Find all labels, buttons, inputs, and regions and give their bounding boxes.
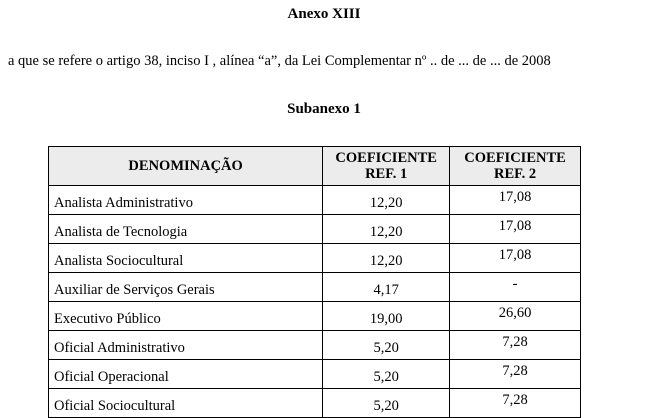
cell-denominacao: Analista de Tecnologia — [49, 215, 323, 244]
table-header-row — [49, 147, 581, 186]
cell-ref1: 5,20 — [323, 360, 450, 389]
table-row — [49, 273, 581, 302]
table-row — [49, 186, 581, 215]
cell-denominacao: Oficial Administrativo — [49, 331, 323, 360]
cell-ref2: 17,08 — [450, 186, 581, 215]
cell-ref1: 5,20 — [323, 331, 450, 360]
cell-ref2: 17,08 — [450, 244, 581, 273]
document-title: Anexo XIII — [287, 6, 361, 22]
header-ref1-line2: REF. 1 — [365, 166, 408, 182]
cell-denominacao: Analista Administrativo — [49, 186, 323, 215]
cell-ref1: 12,20 — [323, 215, 450, 244]
header-ref1-line1: COEFICIENTE — [335, 150, 437, 166]
document-subtitle: a que se refere o artigo 38, inciso I , alínea “a”, da Lei Complementar nº .. de ... de ... de 2008 — [8, 53, 551, 69]
table-row — [49, 331, 581, 360]
cell-ref1: 12,20 — [323, 186, 450, 215]
table-row — [49, 389, 581, 418]
table-row — [49, 360, 581, 389]
cell-ref2: - — [450, 273, 581, 302]
table-row — [49, 215, 581, 244]
cell-ref2: 7,28 — [450, 389, 581, 418]
header-ref2-line1: COEFICIENTE — [464, 150, 566, 166]
header-ref2-line2: REF. 2 — [493, 166, 537, 182]
header-coeficiente-ref1 — [323, 147, 450, 186]
coefficient-table — [48, 146, 581, 418]
cell-ref1: 19,00 — [323, 302, 450, 331]
cell-ref1: 5,20 — [323, 389, 450, 418]
cell-ref1: 4,17 — [323, 273, 450, 302]
section-title: Subanexo 1 — [287, 101, 361, 117]
cell-denominacao: Analista Sociocultural — [49, 244, 323, 273]
cell-ref2: 17,08 — [450, 215, 581, 244]
table-row — [49, 302, 581, 331]
cell-ref1: 12,20 — [323, 244, 450, 273]
cell-denominacao: Oficial Operacional — [49, 360, 323, 389]
header-coeficiente-ref2 — [450, 147, 581, 186]
table-row — [49, 244, 581, 273]
cell-denominacao: Oficial Sociocultural — [49, 389, 323, 418]
cell-denominacao: Auxiliar de Serviços Gerais — [49, 273, 323, 302]
cell-ref2: 26,60 — [450, 302, 581, 331]
cell-ref2: 7,28 — [450, 331, 581, 360]
cell-denominacao: Executivo Público — [49, 302, 323, 331]
header-denominacao: DENOMINAÇÃO — [49, 147, 323, 186]
cell-ref2: 7,28 — [450, 360, 581, 389]
